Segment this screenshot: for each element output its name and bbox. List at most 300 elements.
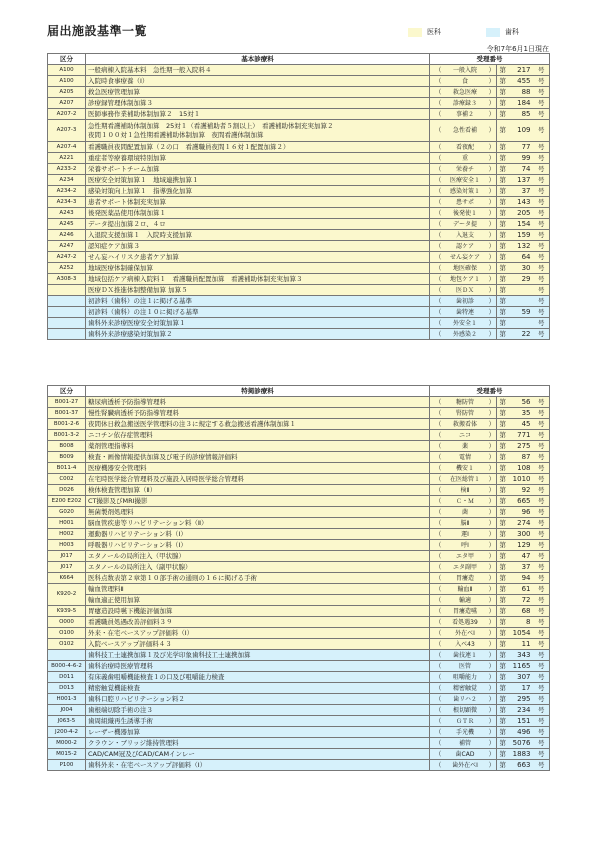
row-name: クラウン・ブリッジ維持管理料: [86, 738, 430, 749]
row-abbreviation: 呼Ⅰ: [442, 540, 489, 551]
paren-open: （: [430, 628, 442, 639]
paren-close: ）: [488, 329, 495, 338]
special-fee-table: [47, 385, 550, 771]
row-abbreviation: 手光機: [442, 727, 489, 738]
go-label: 号: [534, 705, 550, 716]
go-label: 号: [534, 142, 550, 153]
go-label: 号: [534, 463, 550, 474]
table-row: [48, 463, 550, 474]
row-code: A221: [48, 153, 86, 164]
row-number: 56: [509, 397, 534, 408]
dai-label: 第: [497, 274, 509, 285]
table-row: [48, 397, 550, 408]
table-row: [48, 65, 550, 76]
go-label: 号: [534, 241, 550, 252]
row-number: 159: [509, 230, 534, 241]
dai-label: 第: [497, 639, 509, 650]
row-number: 5076: [509, 738, 534, 749]
paren-close: ）: [488, 507, 495, 516]
row-name: 精密触覚機能検査: [86, 683, 430, 694]
row-abbreviation: 事補２: [442, 109, 489, 120]
paren-open: （: [430, 109, 442, 120]
paren-close: ）: [488, 285, 495, 294]
dai-label: 第: [497, 738, 509, 749]
row-number: 109: [509, 120, 534, 142]
paren-close: ）: [488, 760, 495, 769]
row-abbreviation: 歯CAD: [442, 749, 489, 760]
dai-label: 第: [497, 98, 509, 109]
dai-label: 第: [497, 208, 509, 219]
row-abbreviation: 重: [442, 153, 489, 164]
go-label: 号: [534, 672, 550, 683]
row-code: [48, 285, 86, 296]
dai-label: 第: [497, 142, 509, 153]
paren-open: （: [430, 507, 442, 518]
paren-open: （: [430, 230, 442, 241]
paren-close: ）: [488, 109, 495, 118]
paren-open: （: [430, 164, 442, 175]
table-row: [48, 628, 550, 639]
row-abbreviation: 看処遇39: [442, 617, 489, 628]
table-row: [48, 208, 550, 219]
row-name: 医療安全対策加算１ 地域連携加算１: [86, 175, 430, 186]
paren-close: ）: [488, 606, 495, 615]
go-label: 号: [534, 408, 550, 419]
dai-label: 第: [497, 296, 509, 307]
dai-label: 第: [497, 474, 509, 485]
dai-label: 第: [497, 285, 509, 296]
dai-label: 第: [497, 529, 509, 540]
row-code: A100: [48, 65, 86, 76]
dai-label: 第: [497, 683, 509, 694]
row-code: J063-5: [48, 716, 86, 727]
dai-label: 第: [497, 463, 509, 474]
row-number: 45: [509, 419, 534, 430]
paren-open: （: [430, 540, 442, 551]
row-name: 歯科外来・在宅ベースアップ評価料（Ⅰ）: [86, 760, 430, 771]
paren-open: （: [430, 98, 442, 109]
row-name: 薬剤管理指導料: [86, 441, 430, 452]
row-abbreviation: 輸適: [442, 595, 489, 606]
dai-label: 第: [497, 562, 509, 573]
table-row: [48, 485, 550, 496]
row-number: 37: [509, 186, 534, 197]
paren-open: （: [430, 252, 442, 263]
row-number: [509, 285, 534, 296]
row-name: 歯周組織再生誘導手術: [86, 716, 430, 727]
go-label: 号: [534, 628, 550, 639]
paren-close: ）: [488, 529, 495, 538]
paren-open: （: [430, 65, 442, 76]
go-label: 号: [534, 760, 550, 771]
paren-close: ）: [488, 318, 495, 327]
row-code: J004: [48, 705, 86, 716]
row-number: 59: [509, 307, 534, 318]
row-abbreviation: 精密触覚: [442, 683, 489, 694]
row-abbreviation: 外在ベⅠ: [442, 628, 489, 639]
row-name: せん妄ハイリスク患者ケア加算: [86, 252, 430, 263]
table-row: [48, 87, 550, 98]
row-number: 217: [509, 65, 534, 76]
table-row: [48, 153, 550, 164]
legend-shika-label: 歯科: [505, 28, 519, 36]
row-abbreviation: 検Ⅱ: [442, 485, 489, 496]
dai-label: 第: [497, 540, 509, 551]
paren-open: （: [430, 683, 442, 694]
row-abbreviation: 胃瘻造: [442, 573, 489, 584]
go-label: 号: [534, 573, 550, 584]
row-code: A247-2: [48, 252, 86, 263]
row-code: D026: [48, 485, 86, 496]
dai-label: 第: [497, 241, 509, 252]
go-label: 号: [534, 496, 550, 507]
paren-open: （: [430, 606, 442, 617]
row-number: 30: [509, 263, 534, 274]
table-row: [48, 474, 550, 485]
row-code: A252: [48, 263, 86, 274]
table-row: [48, 186, 550, 197]
dai-label: 第: [497, 65, 509, 76]
row-name: 夜間休日救急搬送医学管理料の注３に規定する救急搬送看護体制加算１: [86, 419, 430, 430]
paren-open: （: [430, 186, 442, 197]
row-abbreviation: 医管: [442, 661, 489, 672]
receipt-number-header: 受理番号: [430, 54, 550, 65]
table-row: [48, 540, 550, 551]
row-number: 129: [509, 540, 534, 551]
go-label: 号: [534, 120, 550, 142]
row-number: 274: [509, 518, 534, 529]
row-code: A207: [48, 98, 86, 109]
dai-label: 第: [497, 87, 509, 98]
table-row: [48, 551, 550, 562]
row-number: 87: [509, 452, 534, 463]
row-number: 275: [509, 441, 534, 452]
go-label: 号: [534, 485, 550, 496]
row-abbreviation: ＧＴＲ: [442, 716, 489, 727]
row-abbreviation: 栄養チ: [442, 164, 489, 175]
row-abbreviation: 糖防管: [442, 397, 489, 408]
paren-close: ）: [488, 186, 495, 195]
row-number: 47: [509, 551, 534, 562]
table-row: [48, 441, 550, 452]
paren-open: （: [430, 318, 442, 329]
row-name: 歯根端切除手術の注３: [86, 705, 430, 716]
paren-close: ）: [489, 120, 497, 142]
paren-close: ）: [488, 441, 495, 450]
dai-label: 第: [497, 716, 509, 727]
row-code: O100: [48, 628, 86, 639]
go-label: 号: [534, 540, 550, 551]
row-number: 85: [509, 109, 534, 120]
row-number: 11: [509, 639, 534, 650]
go-label: 号: [534, 186, 550, 197]
row-abbreviation: 看夜配: [442, 142, 489, 153]
kubun-header: 区分: [48, 54, 86, 65]
dai-label: 第: [497, 441, 509, 452]
row-number: 61: [509, 584, 534, 595]
go-label: 号: [534, 219, 550, 230]
row-code: A245: [48, 219, 86, 230]
dai-label: 第: [497, 551, 509, 562]
dai-label: 第: [497, 606, 509, 617]
row-name: 認知症ケア加算３: [86, 241, 430, 252]
table-row: [48, 617, 550, 628]
row-number: [509, 318, 534, 329]
paren-close: ）: [488, 518, 495, 527]
row-name: 入退院支援加算１ 入院時支援加算: [86, 230, 430, 241]
row-code: A207-2: [48, 109, 86, 120]
row-number: 663: [509, 760, 534, 771]
row-abbreviation: せん妄ケア: [442, 252, 489, 263]
row-abbreviation: 患サポ: [442, 197, 489, 208]
paren-close: ）: [488, 87, 495, 96]
go-label: 号: [534, 98, 550, 109]
paren-open: （: [430, 197, 442, 208]
row-code: K939-5: [48, 606, 86, 617]
paren-close: ）: [488, 727, 495, 736]
paren-close: ）: [488, 252, 495, 261]
row-abbreviation: 咀嚼能力: [442, 672, 489, 683]
row-code: A207-3: [48, 120, 86, 142]
row-abbreviation: 在医総管１: [442, 474, 489, 485]
row-number: 1165: [509, 661, 534, 672]
paren-open: （: [430, 397, 442, 408]
row-abbreviation: 電情: [442, 452, 489, 463]
row-name: 患者サポート体制充実加算: [86, 197, 430, 208]
paren-close: ）: [488, 595, 495, 604]
row-code: O102: [48, 639, 86, 650]
paren-close: ）: [488, 639, 495, 648]
go-label: 号: [534, 430, 550, 441]
row-code: H002: [48, 529, 86, 540]
row-name: エタノールの局所注入（甲状腺）: [86, 551, 430, 562]
row-code: B000-4-6-2: [48, 661, 86, 672]
row-number: 1054: [509, 628, 534, 639]
go-label: 号: [534, 507, 550, 518]
dai-label: 第: [497, 672, 509, 683]
go-label: 号: [534, 551, 550, 562]
row-abbreviation: 入ベ43: [442, 639, 489, 650]
paren-close: ）: [488, 562, 495, 571]
row-number: 94: [509, 573, 534, 584]
row-code: [48, 296, 86, 307]
table-row: [48, 562, 550, 573]
paren-open: （: [430, 584, 442, 595]
row-number: [509, 296, 534, 307]
go-label: 号: [534, 164, 550, 175]
row-abbreviation: 輸血Ⅱ: [442, 584, 489, 595]
row-abbreviation: エタ副甲: [442, 562, 489, 573]
row-code: D013: [48, 683, 86, 694]
table-row: [48, 760, 550, 771]
paren-open: （: [430, 639, 442, 650]
paren-open: （: [430, 474, 442, 485]
paren-close: ）: [488, 274, 495, 283]
paren-close: ）: [488, 65, 495, 74]
paren-close: ）: [488, 628, 495, 637]
dai-label: 第: [497, 252, 509, 263]
row-abbreviation: 機安１: [442, 463, 489, 474]
paren-open: （: [430, 408, 442, 419]
paren-open: （: [430, 175, 442, 186]
paren-open: （: [430, 617, 442, 628]
dai-label: 第: [497, 749, 509, 760]
row-code: A308-3: [48, 274, 86, 285]
row-name: 後発医薬品使用体制加算１: [86, 208, 430, 219]
table-row: [48, 716, 550, 727]
header-row: [48, 386, 550, 397]
paren-close: ）: [488, 76, 495, 85]
go-label: 号: [534, 661, 550, 672]
row-number: 35: [509, 408, 534, 419]
go-label: 号: [534, 452, 550, 463]
paren-open: （: [430, 219, 442, 230]
row-code: A234-3: [48, 197, 86, 208]
paren-open: （: [430, 285, 442, 296]
row-number: 96: [509, 507, 534, 518]
go-label: 号: [534, 441, 550, 452]
row-number: 77: [509, 142, 534, 153]
row-number: 64: [509, 252, 534, 263]
table-row: [48, 285, 550, 296]
row-name: ニコチン依存症管理料: [86, 430, 430, 441]
table-row: [48, 430, 550, 441]
row-name: CAD/CAM冠及びCAD/CAMインレー: [86, 749, 430, 760]
row-abbreviation: 地医確保: [442, 263, 489, 274]
dai-label: 第: [497, 307, 509, 318]
row-number: 300: [509, 529, 534, 540]
go-label: 号: [534, 694, 550, 705]
go-label: 号: [534, 87, 550, 98]
row-number: 1883: [509, 749, 534, 760]
go-label: 号: [534, 318, 550, 329]
row-number: 74: [509, 164, 534, 175]
paren-close: ）: [488, 540, 495, 549]
dai-label: 第: [497, 263, 509, 274]
go-label: 号: [534, 208, 550, 219]
paren-close: ）: [488, 175, 495, 184]
dai-label: 第: [497, 507, 509, 518]
go-label: 号: [534, 263, 550, 274]
kubun-header: 区分: [48, 386, 86, 397]
paren-close: ）: [488, 241, 495, 250]
row-code: B001-3-2: [48, 430, 86, 441]
row-name: レーザー機器加算: [86, 727, 430, 738]
row-code: A246: [48, 230, 86, 241]
table-row: [48, 529, 550, 540]
legend-iryo-swatch: [408, 28, 422, 37]
dai-label: 第: [497, 727, 509, 738]
row-code: H001: [48, 518, 86, 529]
row-name: 歯科口腔リハビリテーション料２: [86, 694, 430, 705]
row-abbreviation: 一般入院: [442, 65, 489, 76]
go-label: 号: [534, 749, 550, 760]
section-heading: 特掲診療料: [86, 386, 430, 397]
row-code: A100: [48, 76, 86, 87]
paren-close: ）: [488, 617, 495, 626]
table-row: [48, 749, 550, 760]
paren-close: ）: [488, 263, 495, 272]
dai-label: 第: [497, 397, 509, 408]
row-abbreviation: 菌: [442, 507, 489, 518]
paren-open: （: [430, 120, 442, 142]
paren-open: （: [430, 463, 442, 474]
row-code: M015-2: [48, 749, 86, 760]
row-number: 29: [509, 274, 534, 285]
legend-iryo-label: 医科: [427, 28, 441, 36]
table-row: [48, 639, 550, 650]
dai-label: 第: [497, 694, 509, 705]
row-number: 68: [509, 606, 534, 617]
row-code: [48, 318, 86, 329]
paren-close: ）: [488, 672, 495, 681]
paren-open: （: [430, 208, 442, 219]
go-label: 号: [534, 562, 550, 573]
row-number: 88: [509, 87, 534, 98]
row-name: 輸血管理料Ⅱ: [86, 584, 430, 595]
row-abbreviation: 歯リハ２: [442, 694, 489, 705]
go-label: 号: [534, 518, 550, 529]
paren-close: ）: [488, 683, 495, 692]
row-abbreviation: 認ケア: [442, 241, 489, 252]
row-number: 154: [509, 219, 534, 230]
row-name: 急性期看護補助体制加算 25対１（看護補助者５割以上） 看護補助体制充実加算２ 夜間１００対１急性期看護補助体制加算 夜間看護体制加算: [86, 120, 430, 142]
dai-label: 第: [497, 164, 509, 175]
row-code: A205: [48, 87, 86, 98]
paren-open: （: [430, 485, 442, 496]
row-number: 151: [509, 716, 534, 727]
row-abbreviation: 脳Ⅱ: [442, 518, 489, 529]
go-label: 号: [534, 474, 550, 485]
page-title: 届出施設基準一覧: [47, 24, 148, 38]
paren-close: ）: [488, 485, 495, 494]
row-name: 検体検査管理加算（Ⅱ）: [86, 485, 430, 496]
table-row: [48, 307, 550, 318]
row-name: 歯科技工士連携加算１及び光学印象歯科技工士連携加算: [86, 650, 430, 661]
row-abbreviation: 感染対策１: [442, 186, 489, 197]
row-name: 地域医療体制確保加算: [86, 263, 430, 274]
dai-label: 第: [497, 329, 509, 340]
paren-open: （: [430, 153, 442, 164]
dai-label: 第: [497, 318, 509, 329]
paren-open: （: [430, 430, 442, 441]
paren-open: （: [430, 241, 442, 252]
row-code: B011-4: [48, 463, 86, 474]
table-row: [48, 120, 550, 142]
table-row: [48, 584, 550, 595]
row-name: 運動器リハビリテーション料（Ⅰ）: [86, 529, 430, 540]
row-code: H001-3: [48, 694, 86, 705]
paren-open: （: [430, 529, 442, 540]
table-row: [48, 329, 550, 340]
table-row: [48, 197, 550, 208]
dai-label: 第: [497, 197, 509, 208]
go-label: 号: [534, 529, 550, 540]
paren-close: ）: [488, 219, 495, 228]
go-label: 号: [534, 175, 550, 186]
paren-close: ）: [488, 738, 495, 747]
row-number: 8: [509, 617, 534, 628]
row-code: K920-2: [48, 584, 86, 606]
row-abbreviation: 外安全１: [442, 318, 489, 329]
row-name: 医師事務作業補助体制加算２ 15対１: [86, 109, 430, 120]
paren-open: （: [430, 661, 442, 672]
row-name: 歯科外来診療医療安全対策加算１: [86, 318, 430, 329]
row-abbreviation: 補管: [442, 738, 489, 749]
row-abbreviation: 診療録３: [442, 98, 489, 109]
row-abbreviation: 歯外在ベⅠ: [442, 760, 489, 771]
go-label: 号: [534, 606, 550, 617]
